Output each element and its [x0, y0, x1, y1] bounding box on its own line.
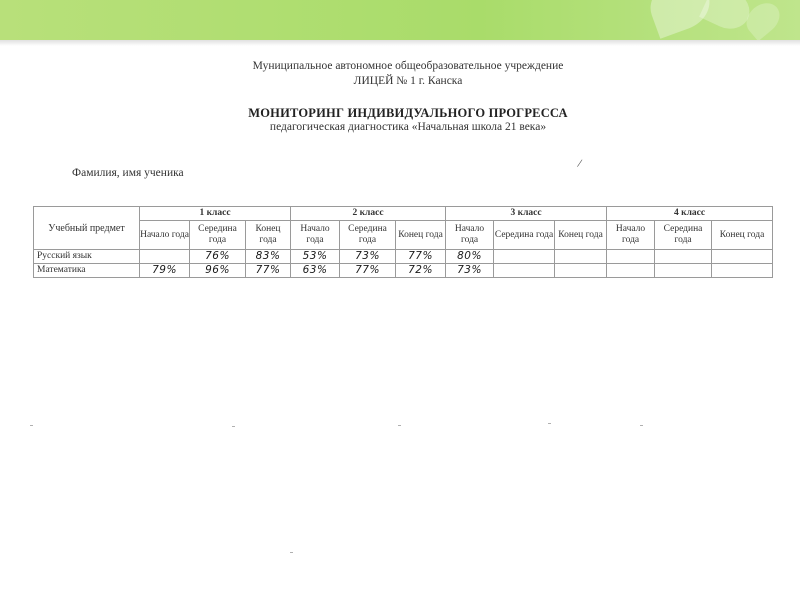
score-cell: 77% [355, 264, 380, 276]
organization-name: Муниципальное автономное общеобразовательное учреждение [252, 60, 564, 72]
period-header-start: Начало года [607, 221, 655, 250]
period-header-start: Начало года [140, 221, 190, 250]
scan-speck [398, 425, 401, 426]
period-header-end: Конец года [246, 221, 291, 250]
grade-header: 2 класс [291, 207, 446, 221]
scan-speck [548, 423, 551, 424]
score-cell: 80% [457, 249, 482, 262]
period-header-start: Начало года [446, 221, 494, 250]
period-header-end: Конец года [396, 221, 446, 250]
score-cell: 73% [457, 264, 482, 276]
period-header-end: Конец года [712, 221, 773, 250]
score-cell: 63% [302, 264, 328, 276]
top-banner [0, 0, 800, 40]
score-cell: 77% [408, 249, 433, 262]
stray-mark: / [576, 155, 584, 171]
document-subtitle: педагогическая диагностика «Начальная школа 21 века» [269, 121, 547, 133]
grade-header: 4 класс [607, 207, 773, 221]
period-header-middle: Середина года [340, 221, 396, 250]
subject-math: Математика [34, 264, 140, 278]
subject-column-header: Учебный предмет [34, 207, 140, 250]
score-cell: 76% [205, 249, 230, 262]
student-name-label: Фамилия, имя ученика [72, 167, 184, 179]
table-row-math [34, 264, 773, 278]
scan-speck [290, 552, 293, 553]
period-header-end: Конец года [555, 221, 607, 250]
scanned-document [0, 40, 800, 600]
period-header-middle: Середина года [655, 221, 712, 250]
score-cell: 72% [408, 264, 433, 276]
table-row-russian [34, 250, 773, 264]
score-cell: 53% [302, 249, 328, 262]
progress-table [33, 206, 773, 278]
school-name: ЛИЦЕЙ № 1 г. Канска [353, 75, 463, 87]
subject-russian: Русский язык [34, 250, 140, 264]
scan-speck [640, 425, 643, 426]
score-cell: 83% [255, 249, 281, 262]
score-cell: 77% [255, 264, 281, 276]
scan-speck [30, 425, 33, 426]
score-cell: 79% [152, 264, 177, 276]
period-header-start: Начало года [291, 221, 340, 250]
period-header-middle: Середина года [494, 221, 555, 250]
period-header-middle: Середина года [190, 221, 246, 250]
grade-header: 3 класс [446, 207, 607, 221]
score-cell: 96% [205, 264, 230, 276]
score-cell: 73% [355, 249, 380, 262]
grade-header: 1 класс [140, 207, 291, 221]
scan-speck [232, 426, 235, 427]
document-title: МОНИТОРИНГ ИНДИВИДУАЛЬНОГО ПРОГРЕССА [248, 106, 568, 120]
